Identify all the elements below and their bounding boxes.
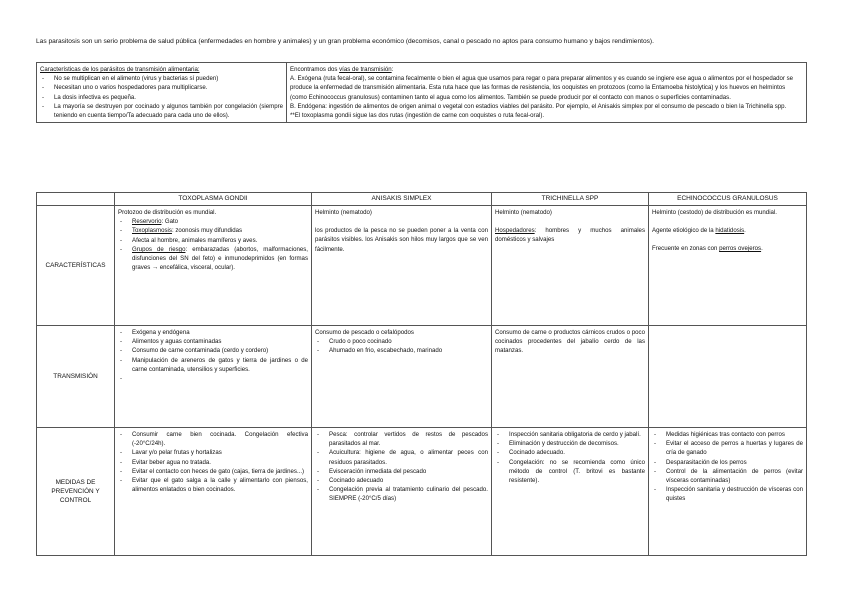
anisakis-prevention: - Pesca: controlar vertidos de restos de pescados parasitados al mar. - Acuicultura: higiene de agua, o alimentar peces con residuos parasitados. - Evisceración inmediata del pescado - Cocinado adecuado - Congelación previa al tratamiento culinario del pescado. SIEMPRE (-20°C/5 días) xyxy=(312,428,492,556)
echinococcus-transmission xyxy=(649,326,807,428)
anisakis-transmission: Consumo de pescado o cefalópodos - Crudo o poco cocinado - Ahumado en frio, escabechado, marinado xyxy=(312,326,492,428)
table-row xyxy=(37,428,807,556)
routes-title: Encontramos dos vías de transmisión: xyxy=(290,66,394,73)
list-item: - No se multiplican en el alimento (virus y bacterias sí pueden) xyxy=(40,74,283,83)
overview-table xyxy=(36,62,807,123)
characteristics-list xyxy=(40,74,283,120)
route-b: B. Endógena: ingestión de alimentos de origen animal o vegetal con estadios viables del parásito. Por ejemplo, el Anisakis simplex por el consumo de pescado o bien la Trichinella spp. xyxy=(290,102,787,110)
row-label-medidas: MEDIDAS DE PREVENCIÓN Y CONTROL xyxy=(37,428,115,556)
row-label-caracteristicas: CARACTERÍSTICAS xyxy=(37,206,115,326)
header-anisakis: ANISAKIS SIMPLEX xyxy=(312,193,492,206)
trichinella-characteristics: Helminto (nematodo) Hospedadores: hombres y muchos animales domésticos y salvajes xyxy=(492,206,649,326)
toxo-transmission: - Exógena y endógena - Alimentos y aguas contaminadas - Consumo de carne contaminada (cerdo y cordero) - Manipulación de areneros de gatos y tierra de jardines o de carne contaminada, utensilios y superficies. - xyxy=(115,326,312,428)
characteristics-cell xyxy=(37,63,287,123)
table-header-row xyxy=(37,193,807,206)
echinococcus-characteristics: Helminto (cestodo) de distribución es mundial. Agente etiológico de la hidatidosis. Frecuente en zonas con perros ovejeros. xyxy=(649,206,807,326)
header-empty xyxy=(37,193,115,206)
intro-paragraph: Las parasitosis son un serio problema de salud pública (enfermedades en hombre y animales) y un gran problema económico (decomisos, canal o pescado no aptos para consumo humano y bajos rendimientos). xyxy=(36,38,654,45)
route-note: **El toxoplasma gondii sigue las dos rutas (ingestión de carne con ooquistes o ruta fecal-oral). xyxy=(290,112,545,120)
table-row xyxy=(37,206,807,326)
trichinella-transmission: Consumo de carne o productos cárnicos crudos o poco cocinados procedentes del jabalío cerdo de las matanzas. xyxy=(492,326,649,428)
list-item: - La dosis infectiva es pequeña. xyxy=(40,93,283,102)
row-label-transmision: TRANSMISIÓN xyxy=(37,326,115,428)
header-toxoplasma: TOXOPLASMA GONDII xyxy=(115,193,312,206)
parasites-table xyxy=(36,192,807,556)
toxo-prevention: - Consumir carne bien cocinada. Congelación efectiva (-20°C/24h). - Lavar y/o pelar frutas y hortalizas - Evitar beber agua no tratada. - Evitar el contacto con heces de gato (cajas, tierra de jardines...) - Evitar que el gato salga a la calle y alimentarlo con piensos, alimentos enlatados o bien cocinados. xyxy=(115,428,312,556)
routes-cell xyxy=(287,63,807,123)
characteristics-title: Características de los parásitos de transmisión alimentaria: xyxy=(40,66,200,73)
anisakis-characteristics: Helminto (nematodo) los productos de la pesca no se pueden poner a la venta con parásitos visibles. los Anisakis son hilos muy largos que se ven fácilmente. xyxy=(312,206,492,326)
header-echinococcus: ECHINOCOCCUS GRANULOSUS xyxy=(649,193,807,206)
route-a: A. Exógena (ruta fecal-oral), se contamina fecalmente o bien el agua que usamos para regar o para preparar alimentos y es cuando se ingiere ese agua o alimentos por el hospedador se produce la enfermedad de transmisión alimentaria. Esta ruta hace que las formas de resistencia, los ooquistes en protozoos (como la Entamoeba histolytica) y los huevos en helmintos (como Echinococcus granulosus) contaminen tanto el agua como los alimentos. También se puede producir por el contacto con manos o superficies contaminadas. xyxy=(290,75,794,101)
echinococcus-prevention: - Medidas higiénicas tras contacto con perros - Evitar el acceso de perros a huertas y lugares de cría de ganado - Desparasitación de los perros - Control de la alimentación de perros (evitar vísceras contaminadas) - Inspección sanitaria y destrucción de vísceras con quistes xyxy=(649,428,807,556)
trichinella-prevention: - Inspección sanitaria obligatoria de cerdo y jabalí. - Eliminación y destrucción de decomisos. - Cocinado adecuado. - Congelación: no se recomienda como único método de control (T. britovi es bastante resistente). xyxy=(492,428,649,556)
list-item: - La mayoría se destruyen por cocinado y algunos también por congelación (siempre teniendo en cuenta tiempo/Ta adecuado para cada uno de ellos). xyxy=(40,102,283,120)
list-item: - Necesitan uno o varios hospedadores para multiplicarse. xyxy=(40,83,283,92)
header-trichinella: TRICHINELLA SPP xyxy=(492,193,649,206)
table-row xyxy=(37,326,807,428)
toxo-characteristics: Protozoo de distribución es mundial. - Reservorio: Gato - Toxoplasmosis: zoonosis muy difundidas - Afecta al hombre, animales mamíferos y aves. - Grupos de riesgo: embarazadas (abortos, malformaciones, disfunciones del SN del feto) e inmunodeprimidos (en formas graves → encefálica, visceral, ocular). xyxy=(115,206,312,326)
